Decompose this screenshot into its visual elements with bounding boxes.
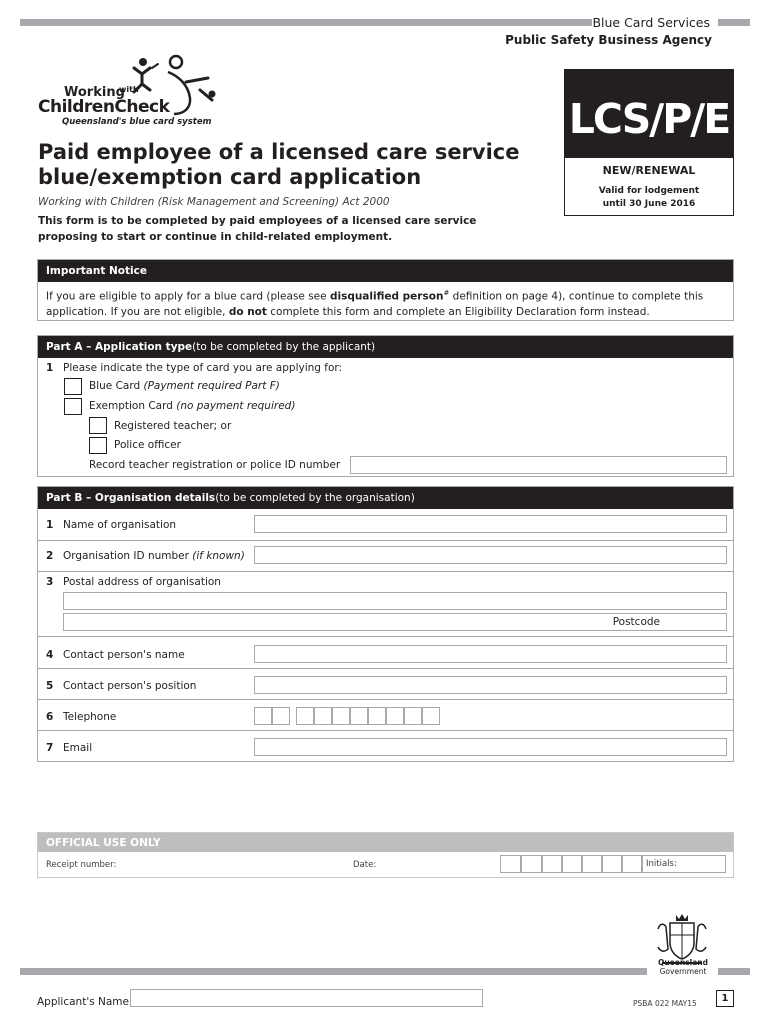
form-title-line-2: blue/exemption card application bbox=[38, 165, 422, 189]
divider bbox=[38, 636, 733, 637]
registered-teacher-label: Registered teacher; or bbox=[114, 420, 232, 432]
receipt-number-label: Receipt number: bbox=[46, 860, 117, 870]
logo-children-check-text: ChildrenCheck bbox=[38, 97, 170, 117]
telephone-digit-cell[interactable] bbox=[404, 707, 422, 725]
organisation-id-input[interactable] bbox=[254, 546, 727, 564]
telephone-digit-cell[interactable] bbox=[272, 707, 290, 725]
record-id-input[interactable] bbox=[350, 456, 727, 474]
agency-subname: Public Safety Business Agency bbox=[505, 33, 712, 47]
form-title bbox=[38, 140, 520, 190]
agency-name: Blue Card Services bbox=[592, 15, 710, 30]
part-a-heading: Part A – Application type (to be completed by the applicant) bbox=[38, 336, 733, 358]
telephone-digit-cell[interactable] bbox=[386, 707, 404, 725]
contact-name-label: Contact person's name bbox=[63, 649, 185, 661]
postcode-label: Postcode bbox=[612, 616, 660, 628]
disqualified-person-term: disqualified person bbox=[329, 290, 444, 303]
contact-position-label: Contact person's position bbox=[63, 680, 197, 692]
form-title-line-1: Paid employee of a licensed care service bbox=[38, 140, 520, 164]
date-digit-cell[interactable] bbox=[622, 855, 642, 873]
part-b-q6-number: 6 bbox=[46, 711, 54, 723]
official-use-heading: OFFICIAL USE ONLY bbox=[38, 833, 733, 852]
organisation-name-input[interactable] bbox=[254, 515, 727, 533]
divider bbox=[38, 571, 733, 572]
qld-line-2: Government bbox=[659, 967, 707, 976]
form-code: LCS/P/E bbox=[565, 70, 733, 158]
applicant-name-label: Applicant's Name bbox=[37, 996, 129, 1008]
applicant-name-input[interactable] bbox=[130, 989, 483, 1007]
telephone-digit-cell[interactable] bbox=[254, 707, 272, 725]
contact-name-input[interactable] bbox=[254, 645, 727, 663]
divider bbox=[38, 699, 733, 700]
postal-address-input-line-2[interactable] bbox=[63, 613, 727, 631]
exemption-card-checkbox[interactable] bbox=[64, 398, 82, 415]
divider bbox=[38, 540, 733, 541]
header-bar-right bbox=[718, 19, 750, 26]
header-bar-left bbox=[20, 19, 592, 26]
contact-position-input[interactable] bbox=[254, 676, 727, 694]
blue-card-checkbox[interactable] bbox=[64, 378, 82, 395]
postal-address-label: Postal address of organisation bbox=[63, 576, 221, 588]
telephone-digit-cell[interactable] bbox=[332, 707, 350, 725]
organisation-id-label: Organisation ID number (if known) bbox=[63, 550, 245, 562]
valid-line-1: Valid for lodgement bbox=[598, 186, 700, 196]
email-input[interactable] bbox=[254, 738, 727, 756]
logo-tagline: Queensland's blue card system bbox=[62, 117, 212, 127]
telephone-digit-cell[interactable] bbox=[368, 707, 386, 725]
exemption-card-label: Exemption Card (no payment required) bbox=[89, 400, 296, 412]
part-b-q7-number: 7 bbox=[46, 742, 54, 754]
form-intro: This form is to be completed by paid employees of a licensed care service proposing to start or continue in child-related employment. bbox=[38, 215, 477, 243]
divider bbox=[38, 730, 733, 731]
date-digit-cell[interactable] bbox=[602, 855, 622, 873]
qld-line-1: Queensland bbox=[657, 958, 709, 967]
form-reference: PSBA 022 MAY15 bbox=[633, 999, 697, 1008]
telephone-label: Telephone bbox=[63, 711, 117, 723]
logo-with-text: with bbox=[119, 85, 139, 94]
part-b-q2-number: 2 bbox=[46, 550, 54, 562]
telephone-digit-cell[interactable] bbox=[350, 707, 368, 725]
part-b-q5-number: 5 bbox=[46, 680, 54, 692]
police-officer-checkbox[interactable] bbox=[89, 437, 107, 454]
part-b-q4-number: 4 bbox=[46, 649, 54, 661]
logo-working-text: Working bbox=[64, 85, 125, 100]
date-label: Date: bbox=[353, 860, 377, 870]
organisation-name-label: Name of organisation bbox=[63, 519, 177, 531]
telephone-digit-cell[interactable] bbox=[314, 707, 332, 725]
part-a-section bbox=[37, 335, 734, 477]
date-digit-cell[interactable] bbox=[562, 855, 582, 873]
initials-input[interactable] bbox=[642, 855, 726, 873]
act-reference: Working with Children (Risk Management and Screening) Act 2000 bbox=[38, 196, 390, 208]
form-code-box bbox=[564, 69, 734, 216]
registered-teacher-checkbox[interactable] bbox=[89, 417, 107, 434]
postal-address-input-line-1[interactable] bbox=[63, 592, 727, 610]
part-a-q1-label: Please indicate the type of card you are applying for: bbox=[63, 362, 343, 374]
part-a-q1-number: 1 bbox=[46, 362, 54, 374]
important-notice-section bbox=[37, 259, 734, 321]
date-digit-cell[interactable] bbox=[582, 855, 602, 873]
part-b-section bbox=[37, 486, 734, 762]
official-use-section bbox=[37, 832, 734, 878]
part-b-q3-number: 3 bbox=[46, 576, 54, 588]
footer-bar-right bbox=[718, 968, 750, 975]
valid-line-2: until 30 June 2016 bbox=[602, 199, 696, 209]
police-officer-label: Police officer bbox=[114, 439, 181, 451]
working-with-children-check-logo bbox=[38, 54, 223, 129]
divider bbox=[38, 668, 733, 669]
part-b-heading: Part B – Organisation details (to be completed by the organisation) bbox=[38, 487, 733, 509]
telephone-digit-cell[interactable] bbox=[296, 707, 314, 725]
queensland-government-wordmark bbox=[652, 958, 714, 976]
notice-text: If you are eligible to apply for a blue card (please see disqualified person# definition on page 4), continue to complete this application. If you are not eligible, do not complete this form and complete an Eligibility Declaration form instead. bbox=[46, 289, 704, 318]
initials-label: Initials: bbox=[646, 859, 677, 869]
telephone-digit-cell[interactable] bbox=[422, 707, 440, 725]
notice-heading: Important Notice bbox=[38, 260, 733, 282]
blue-card-label: Blue Card (Payment required Part F) bbox=[89, 380, 280, 392]
footer-bar-left bbox=[20, 968, 647, 975]
date-digit-cell[interactable] bbox=[542, 855, 562, 873]
valid-until bbox=[565, 185, 733, 211]
part-b-q1-number: 1 bbox=[46, 519, 54, 531]
email-label: Email bbox=[63, 742, 93, 754]
form-type: NEW/RENEWAL bbox=[602, 164, 696, 177]
date-digit-cell[interactable] bbox=[521, 855, 542, 873]
page-number: 1 bbox=[716, 990, 734, 1007]
record-id-label: Record teacher registration or police ID number bbox=[89, 459, 341, 471]
date-digit-cell[interactable] bbox=[500, 855, 521, 873]
